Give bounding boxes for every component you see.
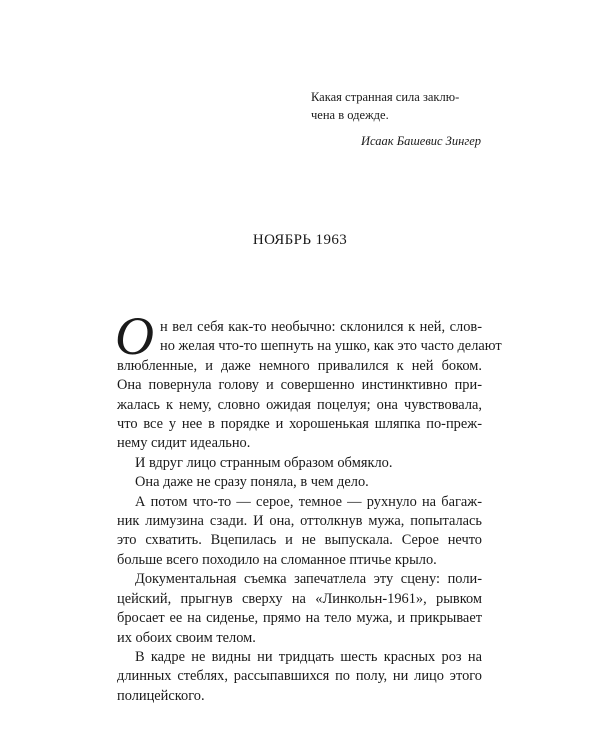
text-line: В кадре не видны ни тридцать шесть красных роз на xyxy=(135,648,482,665)
epigraph-line: Какая странная сила заклю- xyxy=(311,90,460,104)
text-line: н вел себя как-то необычно: склонился к ней, слов- xyxy=(160,319,482,335)
text-line: их обоих своим телом. xyxy=(117,629,256,646)
text-line: И вдруг лицо странным образом обмякло. xyxy=(135,454,393,471)
epigraph xyxy=(311,88,481,150)
text-line: влюбленные, и даже немного привалился к ней боком. xyxy=(117,357,482,374)
text-line: цейский, прыгнув сверху на «Линкольн-1961», рывком xyxy=(117,590,482,607)
text-line: что все у нее в порядке и хорошенькая шляпка по-преж- xyxy=(117,416,482,433)
drop-cap: О xyxy=(115,306,154,366)
text-line: нему сидит идеально. xyxy=(117,435,251,452)
text-line: бросает ее на сиденье, прямо на тело мужа, и прикрывает xyxy=(117,610,482,627)
epigraph-line: чена в одежде. xyxy=(311,108,389,122)
text-line: полицейского. xyxy=(117,687,205,704)
chapter-title: НОЯБРЬ 1963 xyxy=(252,232,348,248)
text-line: Она повернула голову и совершенно инстинктивно при- xyxy=(117,377,482,394)
text-line: жалась к нему, словно ожидая поцелуя; она чувствовала, xyxy=(117,396,482,413)
text-line: но желая что-то шепнуть на ушко, как это часто делают xyxy=(160,338,502,355)
text-line: Она даже не сразу поняла, в чем дело. xyxy=(135,474,369,491)
text-line: это схватить. Вцепилась и не выпускала. Серое нечто xyxy=(117,532,482,549)
text-line: больше всего походило на сломанное птичье крыло. xyxy=(117,551,437,568)
text-line: Документальная съемка запечатлела эту сцену: поли- xyxy=(135,571,482,588)
text-line: ник лимузина сзади. И она, оттолкнув мужа, попыталась xyxy=(117,513,482,530)
epigraph-author: Исаак Башевис Зингер xyxy=(361,134,481,148)
text-line: длинных стеблях, рассыпавшихся по полу, ни лицо этого xyxy=(117,668,482,685)
text-line: А потом что-то — серое, темное — рухнуло на багаж- xyxy=(135,493,482,510)
body-lines xyxy=(117,357,482,706)
body-text xyxy=(115,306,502,706)
